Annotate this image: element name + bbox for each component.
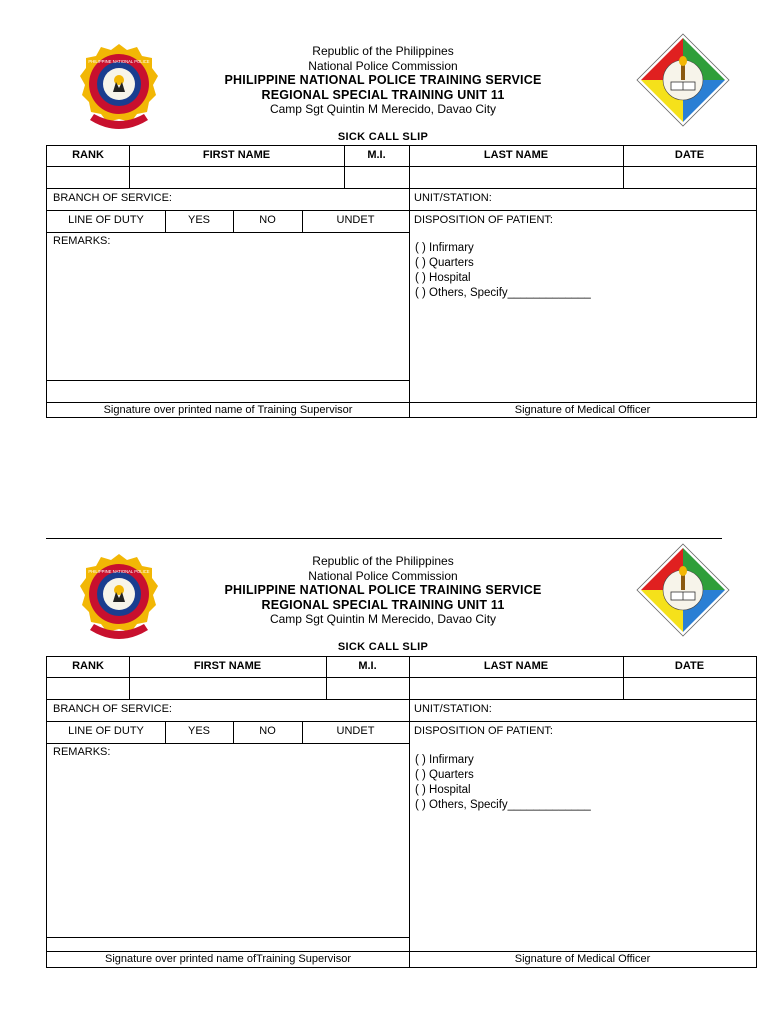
date-field[interactable] — [624, 678, 755, 698]
supervisor-signature-label: Signature over printed name ofTraining Supervisor — [104, 953, 351, 965]
disposition-infirmary[interactable]: ( ) Infirmary — [415, 242, 474, 254]
col-mi: M.I. — [358, 660, 377, 672]
disposition-hospital[interactable]: ( ) Hospital — [415, 272, 471, 284]
cut-line-separator — [46, 538, 722, 539]
line-of-duty-label: LINE OF DUTY — [68, 725, 144, 737]
col-mi: M.I. — [367, 149, 386, 161]
col-rank: RANK — [72, 660, 104, 672]
remarks-field[interactable] — [48, 759, 408, 936]
disposition-hospital[interactable]: ( ) Hospital — [415, 784, 471, 796]
first-name-field[interactable] — [130, 167, 343, 187]
col-rank: RANK — [72, 149, 104, 161]
slip-title: SICK CALL SLIP — [337, 641, 429, 653]
branch-of-service-label: BRANCH OF SERVICE: — [53, 703, 172, 715]
col-first-name: FIRST NAME — [193, 660, 262, 672]
unit-station-label: UNIT/STATION: — [414, 703, 492, 715]
line-of-duty-undet[interactable]: UNDET — [336, 214, 375, 226]
header-rstu: REGIONAL SPECIAL TRAINING UNIT 11 — [261, 597, 505, 612]
remarks-label: REMARKS: — [53, 746, 111, 758]
disposition-quarters[interactable]: ( ) Quarters — [415, 257, 474, 269]
document-header — [183, 44, 583, 117]
disposition-others[interactable]: ( ) Others, Specify_____________ — [415, 287, 591, 299]
training-service-diamond-logo — [635, 32, 731, 128]
last-name-field[interactable] — [410, 167, 622, 187]
col-last-name: LAST NAME — [483, 660, 549, 672]
medical-officer-signature-label: Signature of Medical Officer — [514, 404, 651, 416]
disposition-infirmary[interactable]: ( ) Infirmary — [415, 754, 474, 766]
header-pnpts: PHILIPPINE NATIONAL POLICE TRAINING SERVICE — [224, 583, 542, 597]
last-name-field[interactable] — [410, 678, 622, 698]
supervisor-signature-label: Signature over printed name of Training Supervisor — [103, 404, 353, 416]
medical-officer-signature-label: Signature of Medical Officer — [514, 953, 651, 965]
col-first-name: FIRST NAME — [202, 149, 271, 161]
rank-field[interactable] — [48, 167, 128, 187]
mi-field[interactable] — [345, 167, 408, 187]
sick-call-form — [46, 145, 757, 418]
pnp-seal-text: PHILIPPINE NATIONAL POLICE — [88, 59, 150, 64]
disposition-quarters[interactable]: ( ) Quarters — [415, 769, 474, 781]
slip-title: SICK CALL SLIP — [337, 131, 429, 143]
line-of-duty-no[interactable]: NO — [259, 725, 276, 737]
header-republic: Republic of the Philippines — [312, 554, 454, 568]
header-napolcom: National Police Commission — [308, 58, 458, 73]
header-republic: Republic of the Philippines — [312, 44, 454, 58]
pnp-seal-text: PHILIPPINE NATIONAL POLICE — [88, 569, 150, 574]
remarks-label: REMARKS: — [53, 235, 111, 247]
col-date: DATE — [674, 149, 705, 161]
header-address: Camp Sgt Quintin M Merecido, Davao City — [269, 102, 497, 116]
first-name-field[interactable] — [130, 678, 325, 698]
header-pnpts: PHILIPPINE NATIONAL POLICE TRAINING SERVICE — [224, 73, 542, 87]
line-of-duty-label: LINE OF DUTY — [68, 214, 144, 226]
header-napolcom: National Police Commission — [308, 568, 458, 583]
pnp-seal-logo — [80, 42, 158, 134]
mi-field[interactable] — [327, 678, 408, 698]
line-of-duty-undet[interactable]: UNDET — [336, 725, 375, 737]
sick-call-form — [46, 656, 757, 968]
disposition-label: DISPOSITION OF PATIENT: — [414, 725, 553, 737]
col-date: DATE — [674, 660, 705, 672]
line-of-duty-yes[interactable]: YES — [187, 214, 210, 226]
line-of-duty-no[interactable]: NO — [259, 214, 276, 226]
header-rstu: REGIONAL SPECIAL TRAINING UNIT 11 — [261, 87, 505, 102]
branch-of-service-label: BRANCH OF SERVICE: — [53, 192, 172, 204]
date-field[interactable] — [624, 167, 755, 187]
header-address: Camp Sgt Quintin M Merecido, Davao City — [269, 612, 497, 626]
document-header — [183, 554, 583, 627]
disposition-label: DISPOSITION OF PATIENT: — [414, 214, 553, 226]
unit-station-label: UNIT/STATION: — [414, 192, 492, 204]
col-last-name: LAST NAME — [483, 149, 549, 161]
remarks-field[interactable] — [48, 248, 408, 379]
line-of-duty-yes[interactable]: YES — [187, 725, 210, 737]
training-service-diamond-logo — [635, 542, 731, 638]
pnp-seal-logo — [80, 552, 158, 644]
rank-field[interactable] — [48, 678, 128, 698]
disposition-others[interactable]: ( ) Others, Specify_____________ — [415, 799, 591, 811]
